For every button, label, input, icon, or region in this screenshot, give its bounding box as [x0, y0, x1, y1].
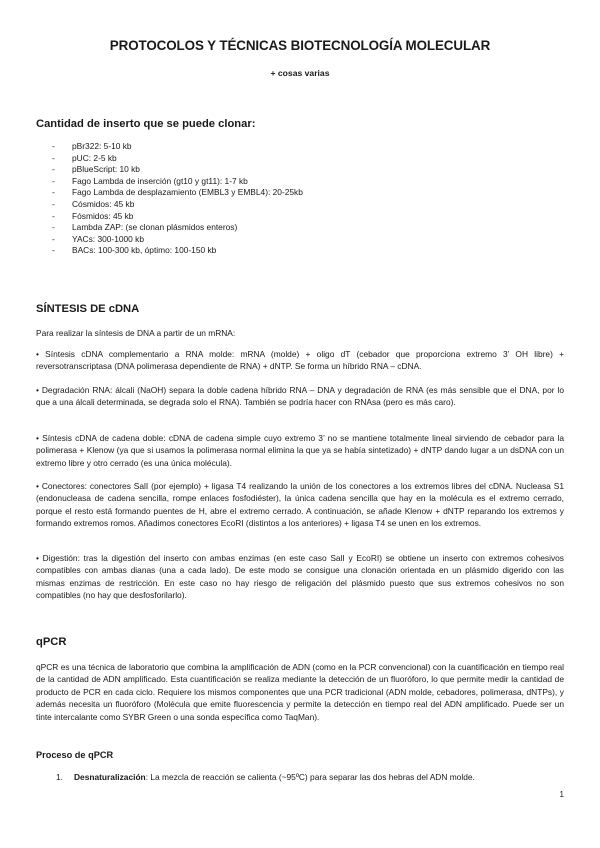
list-item [52, 234, 303, 246]
step-number: 1. [56, 772, 63, 782]
list-item [52, 141, 303, 153]
list-item [52, 153, 303, 165]
document-subtitle: + cosas varias [270, 68, 330, 78]
list-item-text: pBr322: 5-10 kb [72, 141, 132, 151]
list-item-text: BACs: 100-300 kb, óptimo: 100-150 kb [72, 245, 217, 256]
list-bullet: - [52, 222, 55, 233]
cdna-paragraph: • Síntesis cDNA de cadena doble: cDNA de cadena simple cuyo extremo 3’ no se mantiene totalmente lineal sirviendo de cebador para la polimerasa + Klenow (ya que si usamos la polimerasa normal elimina la que ya se había sintetizado) + dNTP dando lugar a un dsDNA con un extremo libre y otro cerrado (es una única molécula). [36, 433, 564, 468]
list-bullet: - [52, 198, 55, 209]
qpcr-paragraph: qPCR es una técnica de laboratorio que combina la amplificación de ADN (como en la PCR convencional) con la cuantificación en tiempo real de la cantidad de ADN amplificado. Esta cuantificación se realiza mediante la detección de un fluoróforo, lo que permite medir la cantidad de producto de PCR en cada ciclo. Requiere los mismos componentes que una PCR tradicional (ADN molde, cebadores, polimerasa, dNTPs), y además necesita un fluoróforo (Molécula que emite fluorescencia y permite la detección en tiempo real del ADN amplificado. Puede ser un tinte intercalante como SYBR Green o una sonda específica como TaqMan). [36, 662, 564, 722]
qpcr-process-heading: Proceso de qPCR [36, 750, 114, 760]
list-bullet: - [52, 164, 55, 175]
insert-heading: Cantidad de inserto que se puede clonar: [36, 118, 256, 130]
cdna-paragraph: • Conectores: conectores SalI (por ejemplo) + ligasa T4 realizando la unión de los conectores a los extremos libres del cDNA. Nucleasa S1 (endonucleasa de cadena sencilla, rompe enlaces fosfodiéster), la única cadena sencilla que hay en la molécula es el extremo cerrado, porque el resto está formando puentes de H, abre el extremo cerrado. A continuación, se añade Klenow + dNTP reparando los extremos y formando extremos romos. Añadimos conectores EcoRI (distintos a los anteriores) + ligasa T4 se unen en los extremos. [36, 481, 564, 529]
cdna-paragraph: • Degradación RNA: álcali (NaOH) separa la doble cadena híbrido RNA – DNA y degradación de RNA (es más sensible que el DNA, por lo que a una álcali determinada, se degrada solo el RNA). También se podría hacer con RNAsa (pero es más caro). [36, 385, 564, 408]
list-item [52, 211, 303, 223]
cdna-paragraph: • Síntesis cDNA complementario a RNA molde: mRNA (molde) + oligo dT (cebador que proporciona extremo 3’ OH libre) + reversotranscriptasa (DNA polimerasa dependiente de RNA) + dNTP. Se forma un híbrido RNA – cDNA. [36, 349, 564, 372]
insert-list [52, 141, 303, 257]
list-item [52, 176, 303, 188]
list-item [52, 199, 303, 211]
list-item-text: YACs: 300-1000 kb [72, 233, 145, 244]
list-item-text: pBlueScript: 10 kb [72, 164, 140, 175]
list-bullet: - [52, 152, 55, 163]
list-bullet: - [52, 175, 55, 186]
list-item-text: Fago Lambda de inserción (gt10 y gt11): 1-7 kb [72, 175, 248, 186]
qpcr-heading: qPCR [36, 636, 67, 648]
list-item [52, 245, 303, 257]
list-item-text: Lambda ZAP: (se clonan plásmidos enteros) [72, 222, 238, 233]
list-bullet: - [52, 233, 55, 244]
cdna-intro: Para realizar la síntesis de DNA a partir de un mRNA: [36, 328, 236, 338]
list-bullet: - [52, 141, 55, 151]
list-item-text: pUC: 2-5 kb [72, 152, 117, 163]
list-item-text: Fago Lambda de desplazamiento (EMBL3 y EMBL4): 20-25kb [72, 187, 303, 198]
cdna-paragraph: • Digestión: tras la digestión del inserto con ambas enzimas (en este caso SalI y EcoRI) se obtiene un inserto con extremos cohesivos compatibles con ambas dianas (una a cada lado). De este modo se consigue una clonación orientada en un plásmido digerido con las mismas enzimas de restricción. En este caso no hay riesgo de religación del plásmido puesto que sus extremos cohesivos no son compatibles (no hay que desfosforilarlo). [36, 553, 564, 601]
document-title: PROTOCOLOS Y TÉCNICAS BIOTECNOLOGÍA MOLECULAR [109, 38, 491, 53]
page-number: 1 [559, 790, 564, 799]
list-item [52, 187, 303, 199]
list-bullet: - [52, 210, 55, 221]
list-item [52, 222, 303, 234]
list-bullet: - [52, 187, 55, 198]
step-term: Desnaturalización [74, 772, 146, 782]
list-item-text: Cósmidos: 45 kb [72, 198, 135, 209]
qpcr-step [56, 772, 475, 782]
cdna-heading: SÍNTESIS DE cDNA [36, 303, 140, 315]
list-item-text: Fósmidos: 45 kb [72, 210, 134, 221]
step-text: : La mezcla de reacción se calienta (~95ºC) para separar las dos hebras del ADN molde. [145, 772, 475, 782]
list-bullet: - [52, 245, 55, 256]
list-item [52, 164, 303, 176]
